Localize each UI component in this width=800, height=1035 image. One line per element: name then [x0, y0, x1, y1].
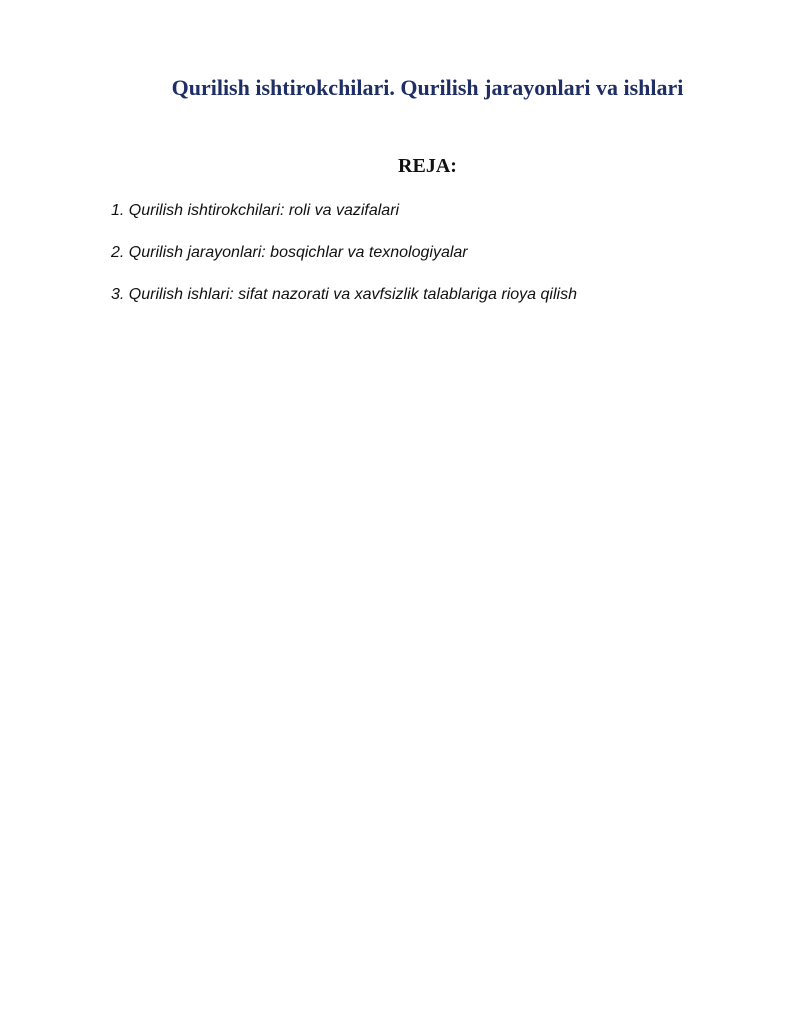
- document-title: Qurilish ishtirokchilari. Qurilish jarayonlari va ishlari: [171, 75, 684, 100]
- plan-list: [111, 200, 577, 326]
- plan-item-3: 3. Qurilish ishlari: sifat nazorati va xavfsizlik talablariga rioya qilish: [111, 286, 577, 303]
- plan-heading: REJA:: [398, 155, 457, 177]
- plan-item-1: 1. Qurilish ishtirokchilari: roli va vazifalari: [111, 202, 400, 219]
- plan-item-2: 2. Qurilish jarayonlari: bosqichlar va texnologiyalar: [111, 244, 468, 261]
